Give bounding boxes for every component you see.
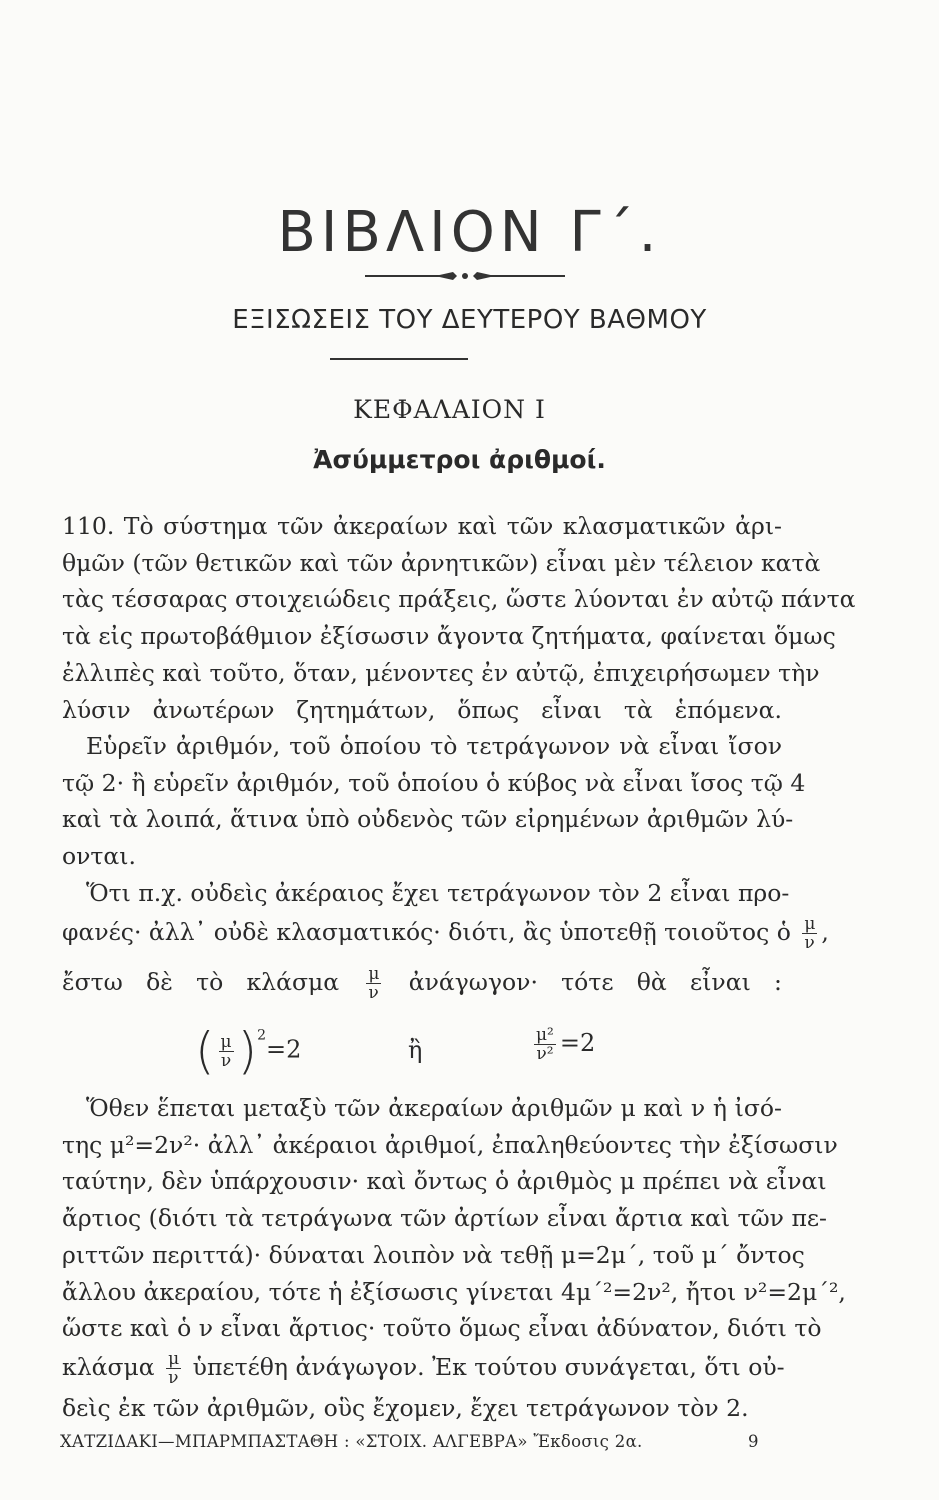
right-paren: ) xyxy=(237,1022,258,1080)
text-line xyxy=(62,960,782,1004)
paragraph-conclusion-tail xyxy=(62,1345,785,1389)
text-line: Ὅθεν ἕπεται μεταξὺ τῶν ἀκεραίων ἀριθμῶν μ καὶ ν ἡ ἰσό- xyxy=(86,1094,782,1122)
text-line: καὶ τὰ λοιπά, ἅτινα ὑπὸ οὐδενὸς τῶν εἰρημένων ἀριθμῶν λύ- xyxy=(62,805,794,834)
fraction-denominator: ν xyxy=(804,933,815,953)
paragraph-conclusion-last xyxy=(62,1390,782,1427)
fraction-denominator: ν xyxy=(220,1050,232,1071)
text-line: τὰς τέσσαρας στοιχειώδεις πράξεις, ὥστε λύονται ἐν αὐτῷ πάντα xyxy=(62,585,856,614)
equation-left xyxy=(195,1022,302,1080)
fraction-numerator: μ xyxy=(220,1031,232,1052)
chapter-heading: ΚΕΦΑΛΑΙΟΝ I xyxy=(353,395,546,424)
part-title: ΕΞΙΣΩΣΕΙΣ ΤΟΥ ΔΕΥΤΕΡΟΥ ΒΑΘΜΟΥ xyxy=(232,305,707,335)
fraction-mu-nu xyxy=(219,1033,234,1070)
text-segment: ὑπετέθη ἀνάγωγον. Ἐκ τούτου συνάγεται, ὅτι οὐ- xyxy=(192,1353,785,1381)
text-line: τὰ εἰς πρωτοβάθμιον ἐξίσωσιν ἄγοντα ζητήματα, φαίνεται ὅμως xyxy=(62,622,836,651)
text-line: ταύτην, δὲν ὑπάρχουσιν· καὶ ὄντως ὁ ἀριθμὸς μ πρέπει νὰ εἶναι xyxy=(62,1167,827,1196)
displayed-equation xyxy=(0,1018,939,1088)
fraction-numerator: μ² xyxy=(536,1025,554,1045)
paragraph-examples xyxy=(62,728,806,875)
paragraph-conclusion xyxy=(62,1090,846,1347)
footer-signature: ΧΑΤΖΙΔΑΚΙ—ΜΠΑΡΜΠΑΣΤΑΘΗ : «ΣΤΟΙΧ. ΑΛΓΕΒΡΑ» Ἔκδοσις 2α. xyxy=(60,1432,643,1451)
equation-or: ἢ xyxy=(408,1036,423,1064)
paragraph-proof-intro xyxy=(62,875,790,912)
paragraph-proof-line3 xyxy=(62,960,782,1004)
page-footer xyxy=(60,1432,770,1451)
text-line: ἐλλιπὲς καὶ τοῦτο, ὅταν, μένοντες ἐν αὐτῷ, ἐπιχειρήσωμεν τὴν xyxy=(62,658,820,687)
text-segment: ἔστω δὲ τὸ κλάσμα xyxy=(62,968,340,996)
section-heading: Ἀσύμμετροι ἀριθμοί. xyxy=(313,445,606,474)
text-line: ριττῶν περιττά)· δύναται λοιπὸν νὰ τεθῇ μ=2μ΄, τοῦ μ΄ ὄντος xyxy=(62,1240,805,1269)
text-segment: φανές· ἀλλ᾽ οὐδὲ κλασματικός· διότι, ἂς ὑποτεθῇ τοιοῦτος ὁ xyxy=(62,918,791,946)
fraction-mu-nu xyxy=(366,965,381,1002)
equation-right-value: =2 xyxy=(559,1029,596,1057)
text-line: της μ²=2ν²· ἀλλ᾽ ἀκέραιοι ἀριθμοί, ἐπαληθεύοντες τὴν ἐξίσωσιν xyxy=(62,1130,838,1159)
fraction-numerator: μ xyxy=(804,914,816,934)
text-line: ὥστε καὶ ὁ ν εἶναι ἄρτιος· τοῦτο ὅμως εἶναι ἀδύνατον, διότι τὸ xyxy=(62,1314,822,1343)
exponent: 2 xyxy=(257,1027,267,1044)
fraction-numerator: μ xyxy=(168,1349,180,1369)
signature-number: 9 xyxy=(748,1432,759,1451)
text-line: λύσιν ἀνωτέρων ζητημάτων, ὅπως εἶναι τὰ ἑπόμενα. xyxy=(62,695,782,724)
title-rule xyxy=(330,358,468,360)
fraction-mu-nu xyxy=(802,915,817,952)
fraction-numerator: μ xyxy=(368,964,380,984)
text-line: θμῶν (τῶν θετικῶν καὶ τῶν ἀρνητικῶν) εἶναι μὲν τέλειον κατὰ xyxy=(62,548,821,577)
paragraph-proof-line2 xyxy=(62,910,829,954)
text-line: δεὶς ἐκ τῶν ἀριθμῶν, οὓς ἔχομεν, ἔχει τετράγωνον τὸν 2. xyxy=(62,1394,749,1422)
text-line xyxy=(62,1345,785,1389)
text-line: Ὅτι π.χ. οὐδεὶς ἀκέραιος ἔχει τετράγωνον τὸν 2 εἶναι προ- xyxy=(86,879,790,907)
left-paren: ( xyxy=(195,1022,215,1080)
ornament-divider xyxy=(365,270,565,282)
text-line: ονται. xyxy=(62,842,136,871)
fraction-denominator: ν xyxy=(168,1368,179,1388)
text-segment: ἀνάγωγον· τότε θὰ εἶναι : xyxy=(408,968,782,996)
fraction-mu2-nu2 xyxy=(534,1026,556,1063)
text-line: ἄρτιος (διότι τὰ τετράγωνα τῶν ἀρτίων εἶναι ἄρτια καὶ τῶν πε- xyxy=(62,1204,828,1233)
text-line: Εὑρεῖν ἀριθμόν, τοῦ ὁποίου τὸ τετράγωνον νὰ εἶναι ἴσον xyxy=(86,732,782,760)
text-line: ἄλλου ἀκεραίου, τότε ἡ ἐξίσωσις γίνεται 4μ΄²=2ν², ἤτοι ν²=2μ΄², xyxy=(62,1277,846,1306)
fraction-denominator: ν xyxy=(368,983,379,1003)
text-line xyxy=(62,910,829,954)
text-segment: κλάσμα xyxy=(62,1353,155,1381)
equation-right xyxy=(530,1026,595,1063)
fraction-denominator: ν² xyxy=(536,1044,554,1064)
equation-left-value: =2 xyxy=(266,1035,302,1064)
text-line: τῷ 2· ἢ εὑρεῖν ἀριθμόν, τοῦ ὁποίου ὁ κύβος νὰ εἶναι ἴσος τῷ 4 xyxy=(62,768,806,797)
text-line: 110. Τὸ σύστημα τῶν ἀκεραίων καὶ τῶν κλασματικῶν ἀρι- xyxy=(62,512,782,540)
text-segment: , xyxy=(821,918,829,946)
book-title: ΒΙΒΛΙΟΝ Γ΄. xyxy=(277,200,662,265)
paragraph-110 xyxy=(62,508,856,728)
fraction-mu-nu xyxy=(166,1350,181,1387)
